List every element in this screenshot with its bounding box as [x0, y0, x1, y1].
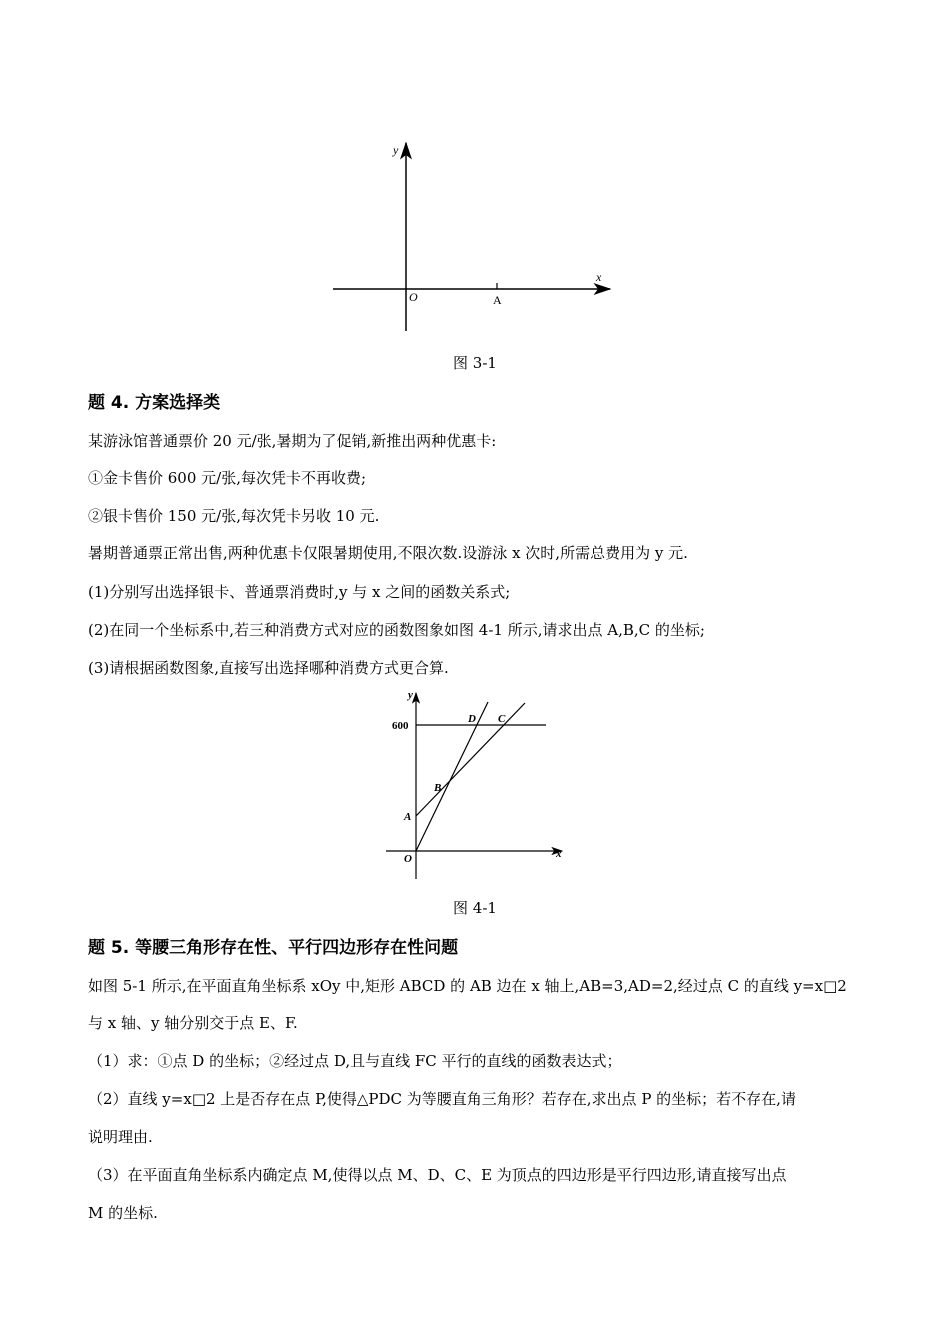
origin-label: O [409, 290, 418, 304]
tick-label-600: 600 [392, 720, 409, 732]
problem-4-line-2: ①金卡售价 600 元/张,每次凭卡不再收费; [88, 469, 367, 487]
problem-4-line-7: (3)请根据函数图象,直接写出选择哪种消费方式更合算. [88, 659, 449, 677]
problem-4-title: 题 4. 方案选择类 [88, 393, 221, 413]
y-axis-label: y [408, 689, 413, 701]
origin-label: O [404, 853, 412, 865]
point-a-label: A [404, 811, 412, 823]
point-c-label: C [498, 713, 506, 725]
problem-5-line-3: （1）求：①点 D 的坐标；②经过点 D,且与直线 FC 平行的直线的函数表达式； [88, 1052, 622, 1070]
y-axis-label: y [393, 143, 399, 157]
figure-4-1 [380, 685, 580, 885]
figure-4-1-caption: 图 4-1 [453, 899, 497, 917]
point-b-label: B [434, 782, 442, 794]
problem-5-line-2: 与 x 轴、y 轴分别交于点 E、F. [88, 1014, 298, 1032]
problem-5-line-5: 说明理由. [88, 1128, 153, 1146]
problem-4-line-1: 某游泳馆普通票价 20 元/张,暑期为了促销,新推出两种优惠卡: [88, 432, 497, 450]
figure-3-1 [325, 138, 625, 338]
figure-3-1-caption: 图 3-1 [453, 354, 497, 372]
problem-4-line-5: (1)分别写出选择银卡、普通票消费时,y 与 x 之间的函数关系式; [88, 583, 511, 601]
problem-5-line-1: 如图 5-1 所示,在平面直角坐标系 xOy 中,矩形 ABCD 的 AB 边在 x 轴上,AB=3,AD=2,经过点 C 的直线 y=x□2 [88, 977, 847, 995]
problem-5-line-6: （3）在平面直角坐标系内确定点 M,使得以点 M、D、C、E 为顶点的四边形是平行四边形,请直接写出点 [88, 1166, 787, 1184]
x-axis-label: x [556, 848, 562, 860]
x-axis-label: x [596, 270, 602, 284]
problem-4-line-4: 暑期普通票正常出售,两种优惠卡仅限暑期使用,不限次数.设游泳 x 次时,所需总费用为 y 元. [88, 544, 688, 562]
point-a-label: A [493, 293, 502, 307]
problem-5-line-7: M 的坐标. [88, 1204, 158, 1222]
problem-5-title: 题 5. 等腰三角形存在性、平行四边形存在性问题 [88, 938, 459, 958]
point-d-label: D [468, 713, 476, 725]
problem-4-line-6: (2)在同一个坐标系中,若三种消费方式对应的函数图象如图 4-1 所示,请求出点 A,B,C 的坐标; [88, 621, 705, 639]
regular-ticket-line [416, 702, 488, 851]
problem-4-line-3: ②银卡售价 150 元/张,每次凭卡另收 10 元. [88, 507, 380, 525]
problem-5-line-4: （2）直线 y=x□2 上是否存在点 P,使得△PDC 为等腰直角三角形？若存在,求出点 P 的坐标；若不存在,请 [88, 1090, 796, 1108]
